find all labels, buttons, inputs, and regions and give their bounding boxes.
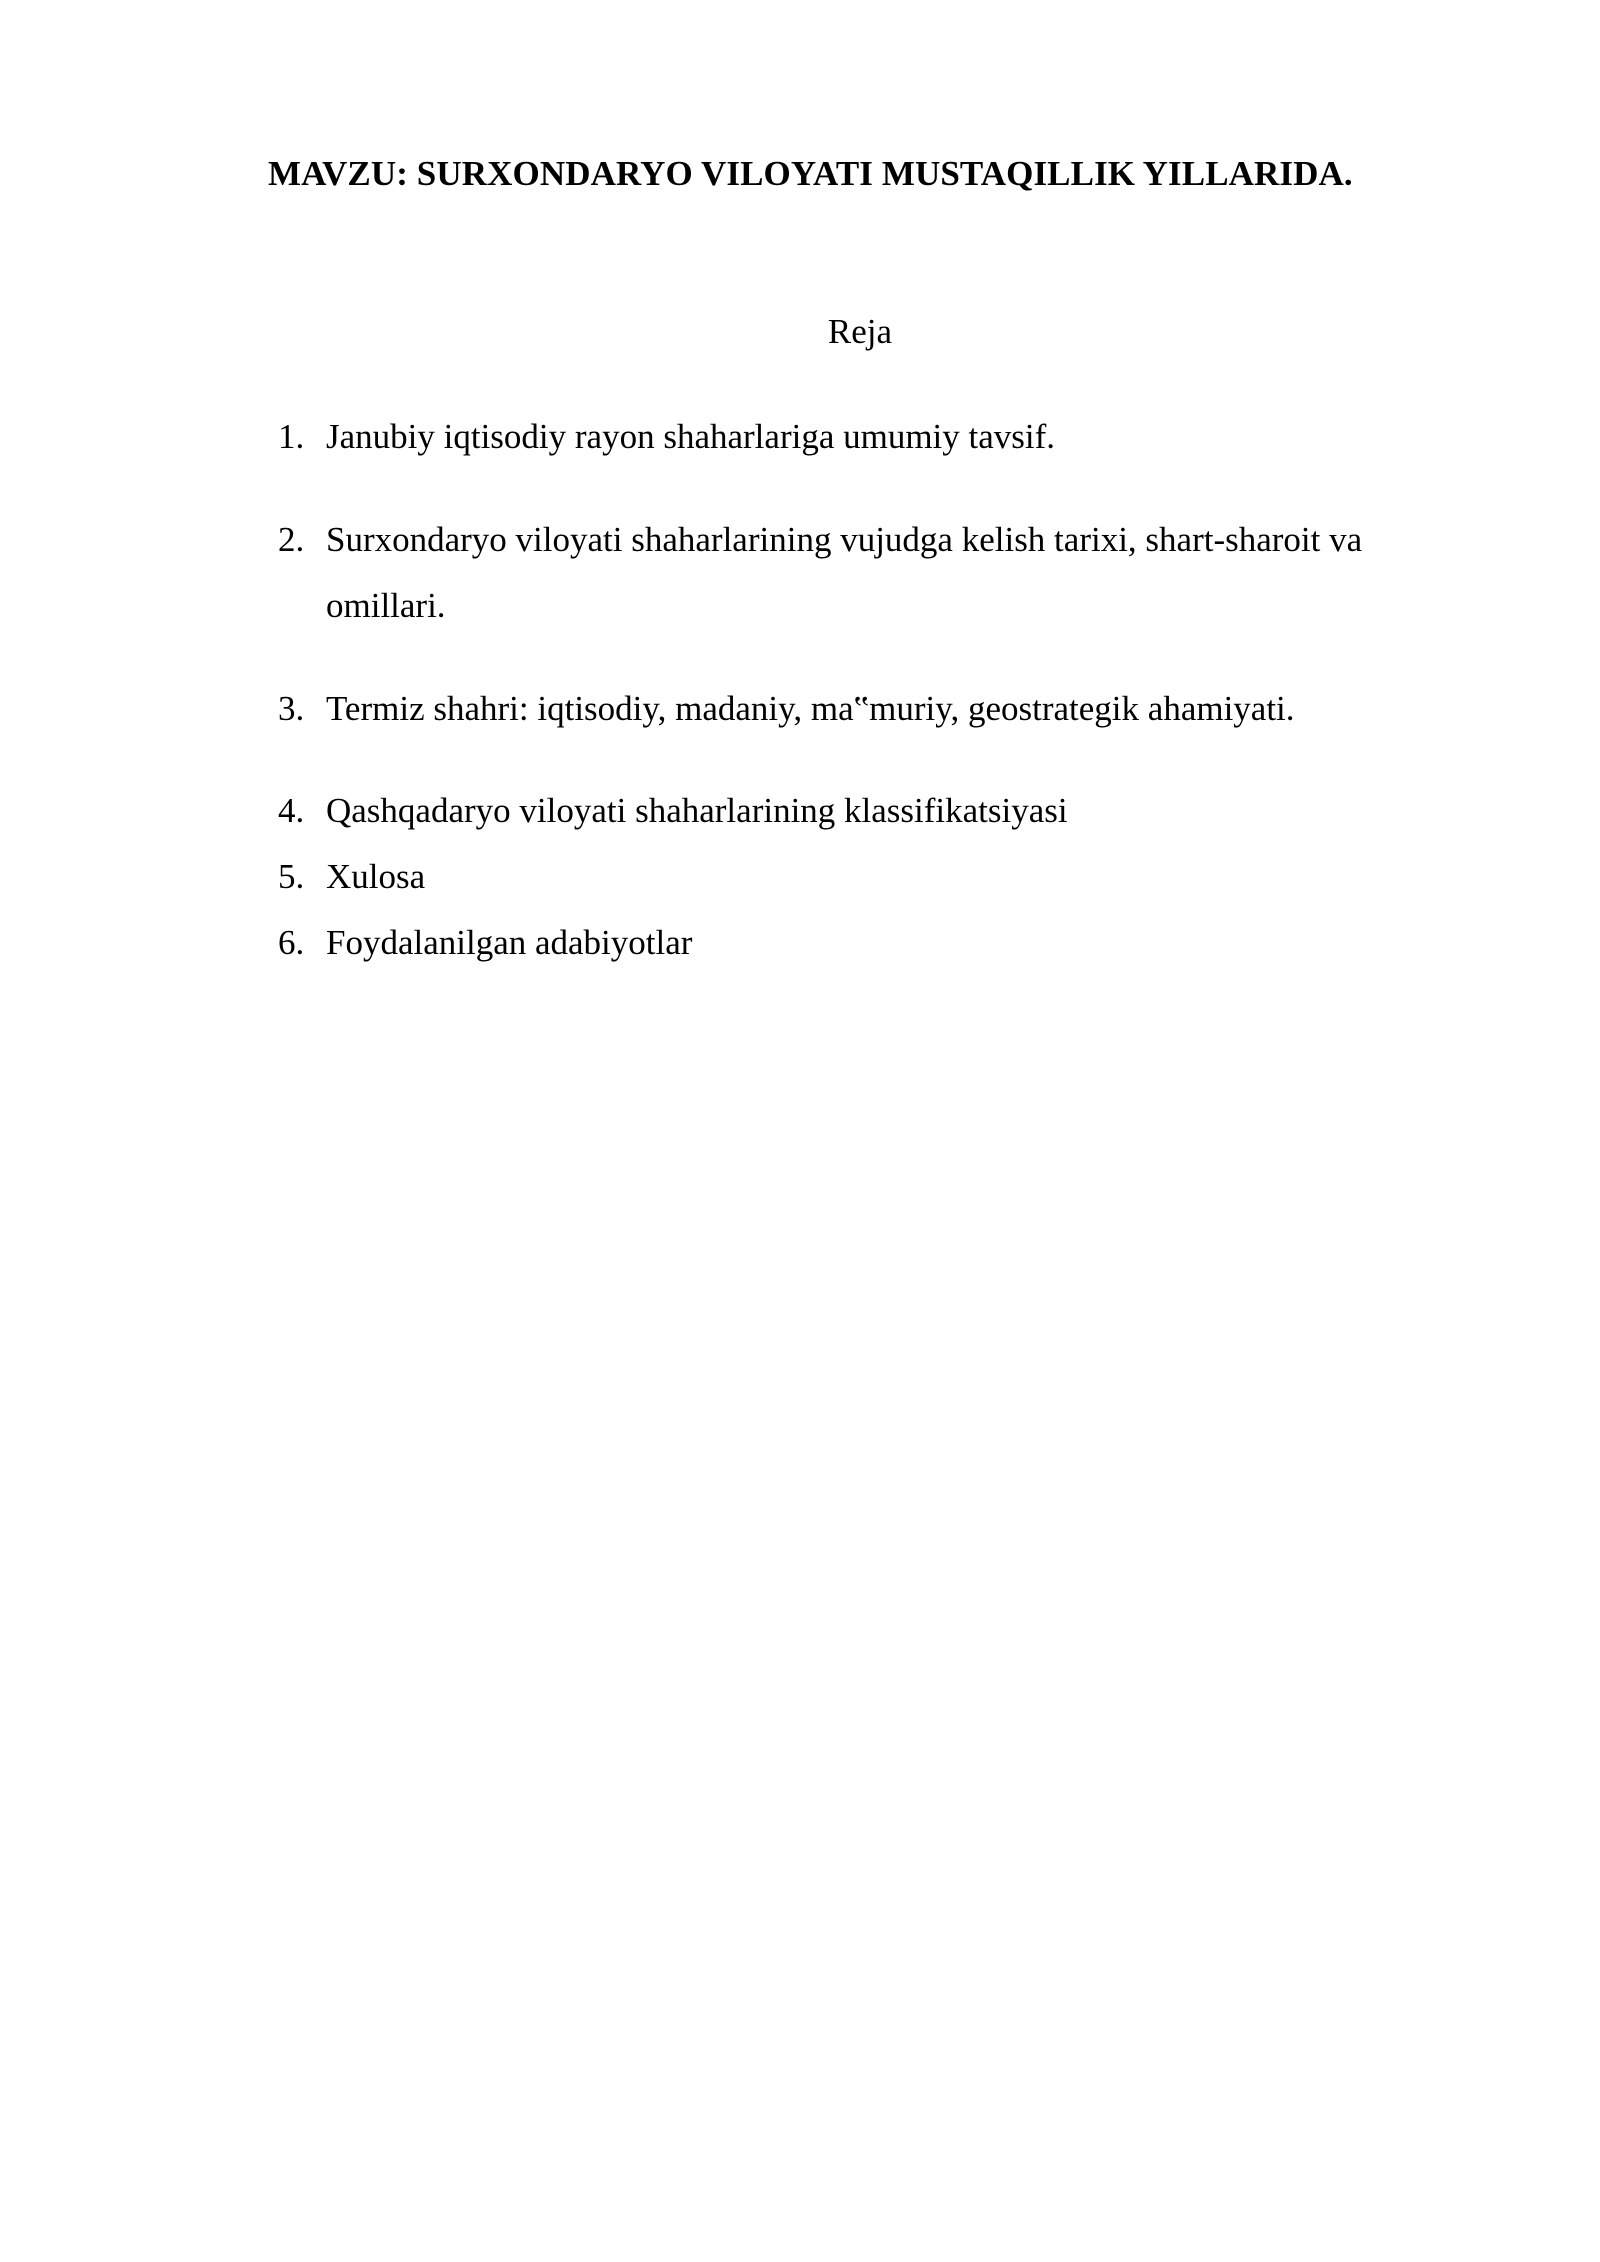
plan-item-text: Xulosa: [326, 857, 426, 896]
plan-item: [278, 910, 1478, 976]
plan-item-number: 2.: [278, 520, 305, 559]
plan-item-number: 4.: [278, 791, 305, 830]
plan-item: [278, 404, 1478, 470]
plan-item-number: 6.: [278, 923, 305, 962]
plan-item-text: Termiz shahri: iqtisodiy, madaniy, ma‟muriy, geostrategik ahamiyati.: [326, 689, 1295, 728]
plan-item: [278, 844, 1478, 910]
plan-item-number: 5.: [278, 857, 305, 896]
plan-item-number: 1.: [278, 417, 305, 456]
plan-item: [278, 507, 1478, 639]
plan-item-text: Surxondaryo viloyati shaharlarining vujudga kelish tarixi, shart-sharoit va omillari.: [326, 520, 1363, 625]
plan-heading: Reja: [827, 312, 893, 351]
plan-item: [278, 676, 1478, 742]
plan-item: [278, 778, 1478, 844]
plan-item-text: Janubiy iqtisodiy rayon shaharlariga umumiy tavsif.: [326, 417, 1056, 456]
plan-item-text: Qashqadaryo viloyati shaharlarining klassifikatsiyasi: [326, 791, 1068, 830]
plan-item-number: 3.: [278, 689, 305, 728]
document-title: MAVZU: SURXONDARYO VILOYATI MUSTAQILLIK YILLARIDA.: [268, 154, 1353, 193]
plan-item-text: Foydalanilgan adabiyotlar: [326, 923, 693, 962]
